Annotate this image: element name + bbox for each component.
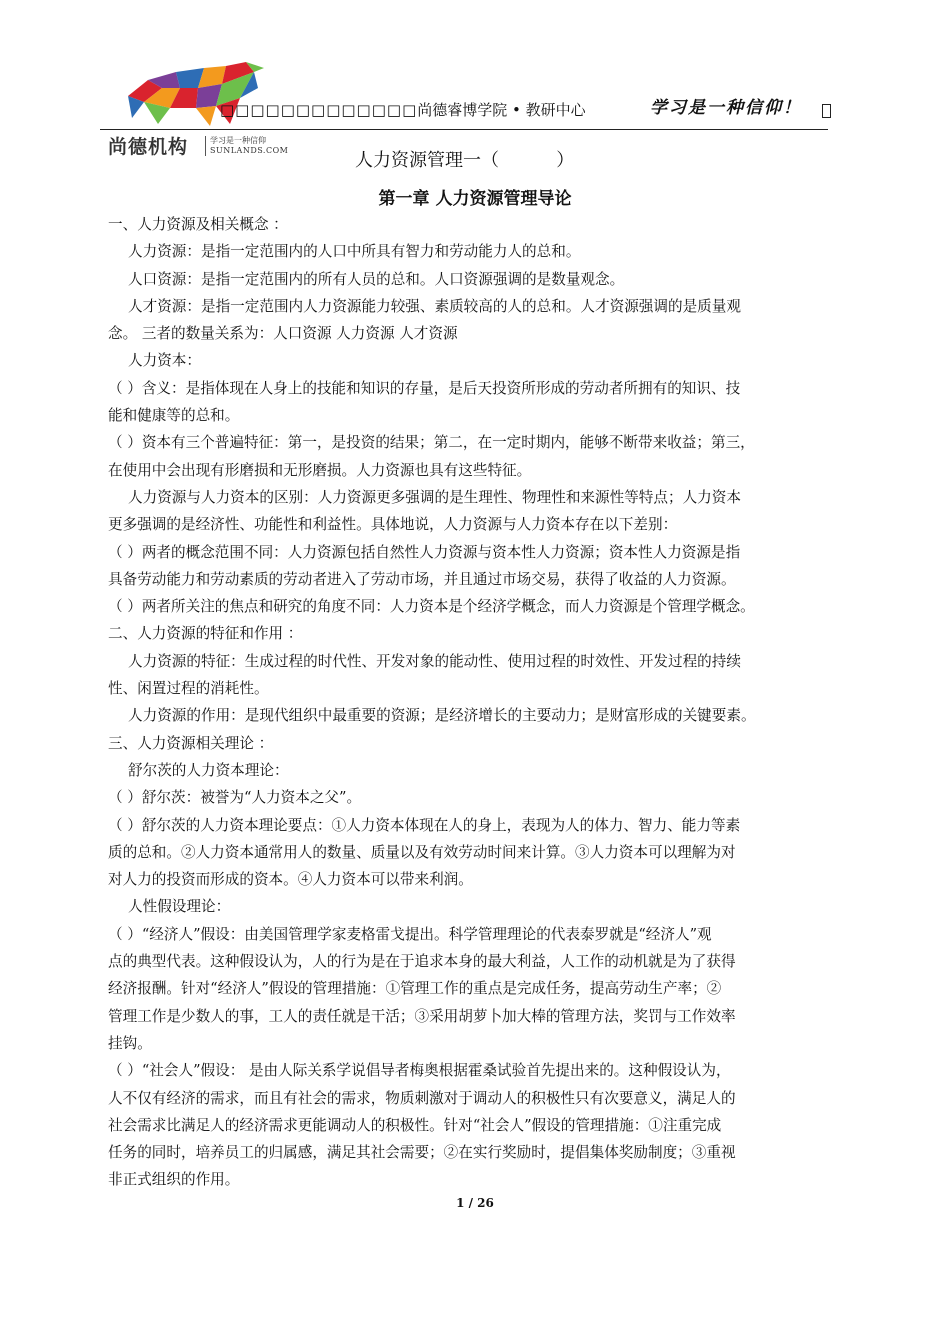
brand-motto-small: 学习是一种信仰 — [210, 136, 266, 145]
paragraph-line: 人力资源的特征：生成过程的时代性、开发对象的能动性、使用过程的时效性、开发过程的持续 — [128, 652, 741, 670]
chapter-heading: 第一章 人力资源管理导论 — [378, 189, 572, 209]
paragraph-line: 挂钩。 — [108, 1034, 152, 1052]
paragraph-line: （ ）两者所关注的焦点和研究的角度不同：人力资本是个经济学概念，而人力资源是个管理学概念。 — [108, 598, 755, 616]
paragraph-line: （ ）舒尔茨的人力资本理论要点：①人力资本体现在人的身上，表现为人的体力、智力、能力等素 — [108, 816, 741, 834]
section-heading-2: 二、人力资源的特征和作用 ： — [108, 625, 303, 643]
paragraph-line: 非正式组织的作用。 — [108, 1171, 240, 1189]
missing-glyph-boxes: □□□□□□□□□□□□□ — [220, 101, 418, 119]
paragraph-line: 人力资本： — [128, 352, 201, 370]
paragraph-line: 能和健康等的总和。 — [108, 407, 240, 425]
document-title: 人力资源管理一（ ） — [355, 150, 575, 171]
document-body — [108, 211, 830, 1194]
paragraph-line: 人力资源与人力资本的区别：人力资源更多强调的是生理性、物理性和来源性等特点；人力资本 — [128, 488, 741, 506]
paragraph-line: 人不仅有经济的需求，而且有社会的需求，物质刺激对于调动人的积极性只有次要意义，满足人的 — [108, 1089, 736, 1107]
paragraph-line: 任务的同时，培养员工的归属感，满足其社会需要；②在实行奖励时，提倡集体奖励制度；③重视 — [108, 1144, 736, 1162]
page-header — [0, 0, 950, 170]
paragraph-line: 经济报酬。针对“经济人”假设的管理措施：①管理工作的重点是完成任务，提高劳动生产率；② — [108, 980, 722, 998]
paragraph-line: 点的典型代表。这种假设认为，人的行为是在于追求本身的最大利益，人工作的动机就是为了获得 — [108, 953, 736, 971]
paragraph-line: 管理工作是少数人的事，工人的责任就是干活；③采用胡萝卜加大棒的管理方法，奖罚与工作效率 — [108, 1007, 736, 1025]
header-center-text — [220, 99, 586, 120]
paragraph-line: （ ）含义：是指体现在人身上的技能和知识的存量，是后天投资所形成的劳动者所拥有的知识、技 — [108, 379, 741, 397]
paragraph-line: 在使用中会出现有形磨损和无形磨损。人力资源也具有这些特征。 — [108, 461, 532, 479]
paragraph-line: 具备劳动能力和劳动素质的劳动者进入了劳动市场，并且通过市场交易，获得了收益的人力资源。 — [108, 570, 736, 588]
paragraph-line: 人力资源：是指一定范围内的人口中所具有智力和劳动能力人的总和。 — [128, 243, 581, 261]
paragraph-line: 社会需求比满足人的经济需求更能调动人的积极性。针对“社会人”假设的管理措施：①注重完成 — [108, 1116, 722, 1134]
paragraph-line: 性、闲置过程的消耗性。 — [108, 680, 269, 698]
paragraph-line: （ ）两者的概念范围不同：人力资源包括自然性人力资源与资本性人力资源；资本性人力资源是指 — [108, 543, 741, 561]
paragraph-line: 人力资源的作用：是现代组织中最重要的资源；是经济增长的主要动力；是财富形成的关键要素。 — [128, 707, 756, 725]
paragraph-line: （ ）“经济人”假设：由美国管理学家麦格雷戈提出。科学管理理论的代表泰罗就是“经济人”观 — [108, 925, 712, 943]
paragraph-line: （ ）资本有三个普遍特征：第一，是投资的结果；第二，在一定时期内，能够不断带来收益；第三， — [108, 434, 755, 452]
section-heading-1: 一、人力资源及相关概念 ： — [108, 216, 288, 233]
page-number: 1 / 26 — [456, 1196, 494, 1210]
paragraph-line: 人性假设理论： — [128, 898, 231, 916]
paragraph-line: 质的总和。②人力资本通常用人的数量、质量以及有效劳动时间来计算。③人力资本可以理解为对 — [108, 843, 736, 861]
paragraph-line: 舒尔茨的人力资本理论： — [128, 761, 289, 779]
paragraph-line: （ ）舒尔茨：被誉为“人力资本之父”。 — [108, 789, 362, 807]
header-divider — [100, 129, 828, 130]
paragraph-line: 念。 三者的数量关系为：人口资源 人力资源 人才资源 — [108, 325, 458, 343]
paragraph-line: 对人力的投资而形成的资本。④人力资本可以带来利润。 — [108, 871, 473, 889]
brand-site: SUNLANDS.COM — [210, 146, 289, 155]
brand-name: 尚德机构 — [108, 136, 189, 158]
header-institution: 尚德睿博学院 • 教研中心 — [417, 101, 586, 119]
paragraph-line: 人口资源：是指一定范围内的所有人员的总和。人口资源强调的是数量观念。 — [128, 270, 625, 288]
brand-tagline — [205, 136, 288, 156]
paragraph-line: 人才资源：是指一定范围内人力资源能力较强、素质较高的人的总和。人才资源强调的是质量观 — [128, 297, 741, 315]
header-motto: 学习是一种信仰！ — [650, 98, 802, 118]
missing-glyph-box — [822, 104, 831, 118]
paragraph-line: （ ）“社会人”假设： 是由人际关系学说倡导者梅奥根据霍桑试验首先提出来的。这种假设认为， — [108, 1062, 731, 1080]
section-heading-3: 三、人力资源相关理论 ： — [108, 734, 274, 752]
paragraph-line: 更多强调的是经济性、功能性和利益性。具体地说，人力资源与人力资本存在以下差别： — [108, 516, 678, 534]
